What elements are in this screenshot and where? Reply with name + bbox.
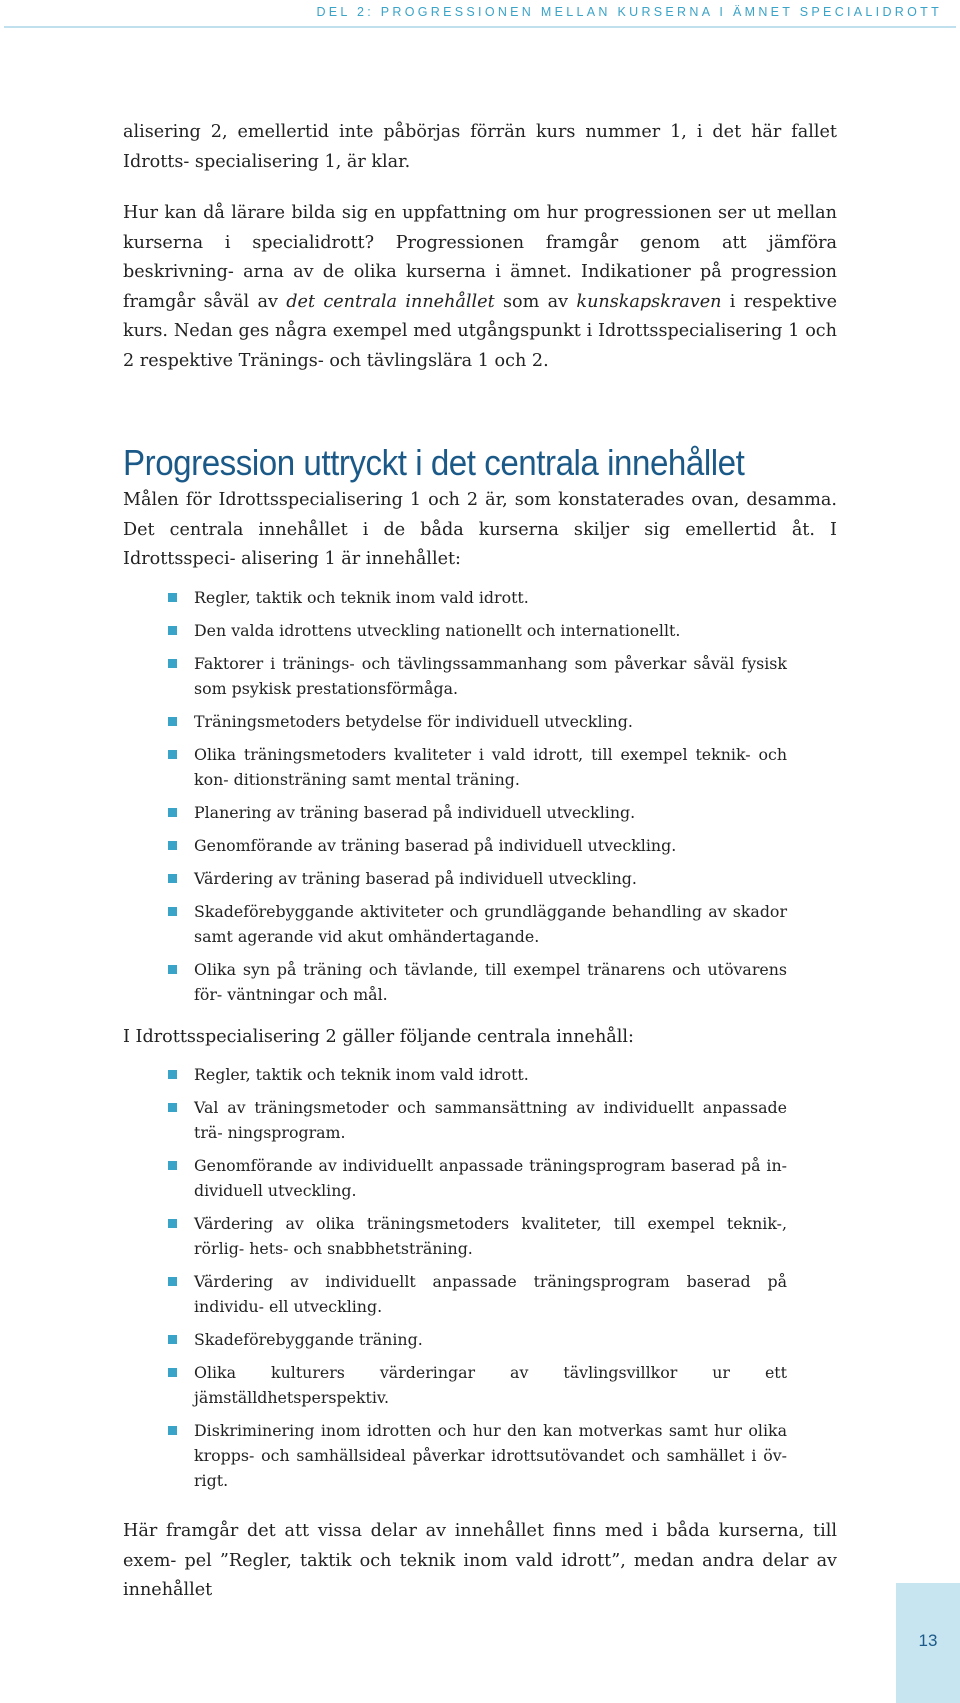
list-item	[123, 1360, 787, 1410]
square-bullet-icon	[168, 1070, 177, 1079]
list-item	[123, 1211, 787, 1261]
square-bullet-icon	[168, 1277, 177, 1286]
content-list-course-1	[123, 585, 837, 1007]
square-bullet-icon	[168, 717, 177, 726]
list-item-text: Planering av träning baserad på individuell utveckling.	[194, 802, 636, 822]
list-item-text: Val av träningsmetoder och sammansättning av individuellt anpassade trä- ningsprogram.	[194, 1098, 787, 1142]
list-item-text: Genomförande av individuellt anpassade träningsprogram baserad på in- dividuell utveckling.	[194, 1156, 787, 1200]
list-item	[123, 800, 787, 825]
list-item-text: Skadeförebyggande träning.	[194, 1330, 423, 1349]
list-item-text: Träningsmetoders betydelse för individuell utveckling.	[194, 711, 633, 731]
square-bullet-icon	[168, 841, 177, 850]
list-item-text: Faktorer i tränings- och tävlingssammanhang som påverkar såväl fysisk som psykisk prestationsförmåga.	[194, 653, 787, 698]
list-item	[123, 1153, 787, 1203]
square-bullet-icon	[168, 1426, 177, 1435]
list-item	[123, 742, 787, 792]
course-2-intro: I Idrottsspecialisering 2 gäller följande centrala innehåll:	[123, 1026, 634, 1047]
running-header: DEL 2: PROGRESSIONEN MELLAN KURSERNA I ÄMNET SPECIALIDROTT	[316, 5, 942, 19]
list-item-text: Den valda idrottens utveckling nationellt och internationellt.	[194, 620, 681, 640]
section-lead: Målen för Idrottsspecialisering 1 och 2 är, som konstaterades ovan, desamma. Det centrala innehållet i de båda kurserna skiljer sig emellertid åt. I Idrottsspeci- alisering 1 är innehållet:	[123, 490, 837, 569]
intro-text: i respektive kurs. Nedan ges några exempel med utgångspunkt i Idrottsspecialisering 1 och 2 respektive Tränings- och tävlingslära 1 och 2.	[123, 291, 838, 371]
list-item	[123, 1269, 787, 1319]
square-bullet-icon	[168, 593, 177, 602]
page-body	[123, 118, 837, 1606]
list-item	[123, 585, 787, 610]
square-bullet-icon	[168, 750, 177, 759]
list-item	[123, 709, 787, 734]
list-item	[123, 899, 787, 949]
list-item	[123, 957, 787, 1007]
square-bullet-icon	[168, 1368, 177, 1377]
list-item-text: Olika träningsmetoders kvaliteter i vald idrott, till exempel teknik- och kon- ditionsträning samt mental träning.	[194, 744, 787, 789]
list-item	[123, 1095, 787, 1145]
list-item-text: Diskriminering inom idrotten och hur den kan motverkas samt hur olika kropps- och samhällsideal påverkar idrottsutövandet och samhället i öv- rigt.	[194, 1421, 787, 1490]
list-item	[123, 618, 787, 643]
list-item	[123, 1327, 787, 1352]
square-bullet-icon	[168, 907, 177, 916]
list-item-text: Värdering av träning baserad på individuell utveckling.	[194, 868, 637, 888]
intro-text: Hur kan då lärare bilda sig en uppfattning om hur progressionen ser ut mellan kurserna i specialidrott? Progressionen framgår genom att jämföra beskrivning- arna av de olika kurserna i ämnet. Indikationer på progression framgår såväl av	[123, 203, 837, 312]
square-bullet-icon	[168, 1335, 177, 1344]
square-bullet-icon	[168, 1103, 177, 1112]
list-item	[123, 1418, 787, 1493]
square-bullet-icon	[168, 808, 177, 817]
list-item-text: Olika kulturers värderingar av tävlingsvillkor ur ett jämställdhetsperspektiv.	[194, 1363, 787, 1407]
emphasis-central-content: det centrala innehållet	[286, 291, 495, 312]
content-list-course-2	[123, 1062, 837, 1493]
list-item-text: Olika syn på träning och tävlande, till exempel tränarens och utövarens för- väntningar och mål.	[194, 959, 787, 1004]
square-bullet-icon	[168, 659, 177, 668]
square-bullet-icon	[168, 1161, 177, 1170]
list-item	[123, 1062, 787, 1087]
list-item-text: Värdering av individuellt anpassade träningsprogram baserad på individu- ell utveckling.	[194, 1272, 787, 1316]
square-bullet-icon	[168, 626, 177, 635]
intro-paragraph-1: alisering 2, emellertid inte påbörjas förrän kurs nummer 1, i det här fallet Idrotts- specialisering 1, är klar.	[123, 122, 837, 172]
list-item-text: Regler, taktik och teknik inom vald idrott.	[194, 1065, 529, 1084]
page-number: 13	[918, 1631, 938, 1650]
header-divider	[4, 26, 956, 28]
section-heading: Progression uttryckt i det centrala innehållet	[123, 442, 745, 483]
list-item	[123, 866, 787, 891]
intro-paragraph-2	[123, 199, 837, 376]
square-bullet-icon	[168, 965, 177, 974]
list-item-text: Genomförande av träning baserad på individuell utveckling.	[194, 835, 677, 855]
list-item	[123, 833, 787, 858]
closing-paragraph: Här framgår det att vissa delar av innehållet finns med i båda kurserna, till exem- pel ”Regler, taktik och teknik inom vald idrott”, medan andra delar av innehållet	[123, 1521, 837, 1600]
intro-text: som av	[494, 291, 577, 312]
list-item-text: Skadeförebyggande aktiviteter och grundläggande behandling av skador samt agerande vid akut omhändertagande.	[194, 901, 787, 946]
list-item-text: Regler, taktik och teknik inom vald idrott.	[194, 587, 529, 607]
list-item-text: Värdering av olika träningsmetoders kvaliteter, till exempel teknik-, rörlig- hets- och snabbhetsträning.	[194, 1214, 787, 1258]
square-bullet-icon	[168, 1219, 177, 1228]
list-item	[123, 651, 787, 701]
square-bullet-icon	[168, 874, 177, 883]
emphasis-knowledge-requirements: kunskapskraven	[576, 291, 722, 312]
